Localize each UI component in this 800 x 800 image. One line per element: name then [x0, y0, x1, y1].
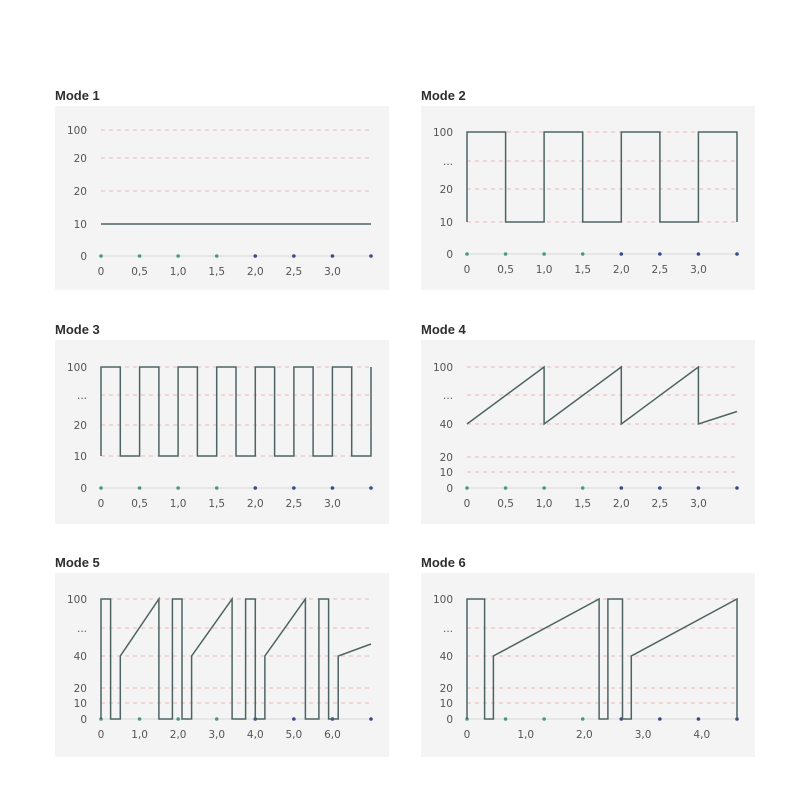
x-tick-label: 0: [463, 264, 471, 276]
x-tick-label: 0: [463, 729, 471, 741]
axis-dot: [697, 252, 701, 256]
x-tick-label: 1,0: [131, 729, 148, 741]
series-line: [101, 599, 371, 719]
x-tick-label: 0: [463, 498, 471, 510]
axis-dot: [176, 717, 180, 721]
axis-dot: [658, 717, 662, 721]
y-tick-label: 20: [439, 452, 453, 464]
axis-dot: [292, 717, 296, 721]
axis-dot: [331, 254, 335, 258]
axis-dot: [465, 252, 469, 256]
y-tick-label: 10: [439, 467, 453, 479]
y-tick-label: 10: [73, 698, 87, 710]
y-tick-label: 20: [439, 184, 453, 196]
axis-dot: [581, 252, 585, 256]
axis-dot: [504, 717, 508, 721]
chart-title: Mode 6: [421, 555, 466, 570]
x-tick-label: 4,0: [246, 729, 264, 741]
x-tick-label: 0: [97, 498, 105, 510]
x-tick-label: 2,0: [246, 498, 264, 510]
y-tick-label: 10: [73, 219, 87, 231]
x-tick-label: 1,0: [535, 498, 553, 510]
x-tick-label: 2,0: [576, 729, 593, 741]
axis-dot: [542, 717, 546, 721]
y-tick-label: 100: [432, 362, 453, 374]
x-tick-label: 3,0: [690, 264, 707, 276]
plot-area: [55, 340, 389, 524]
series-line: [467, 599, 737, 719]
x-tick-label: 0,5: [131, 498, 148, 510]
y-tick-label: 0: [446, 483, 453, 495]
x-tick-label: 3,0: [324, 498, 341, 510]
x-tick-label: 2,0: [612, 498, 630, 510]
axis-dot: [542, 486, 546, 490]
axis-dot: [658, 486, 662, 490]
y-tick-label: 20: [439, 683, 453, 695]
axis-dot: [138, 254, 142, 258]
y-tick-label: 100: [432, 594, 453, 606]
y-tick-label: ...: [442, 390, 453, 402]
plot-area: [55, 573, 389, 757]
x-tick-label: 1,5: [208, 498, 226, 510]
chart-title: Mode 3: [55, 322, 100, 337]
x-tick-label: 0: [97, 266, 105, 278]
y-tick-label: 10: [73, 451, 87, 463]
line-chart: [55, 573, 389, 757]
x-tick-label: 1,0: [169, 498, 187, 510]
line-chart: [55, 106, 389, 290]
line-chart: [421, 573, 755, 757]
axis-dot: [619, 486, 623, 490]
line-chart: [421, 340, 755, 524]
y-tick-label: 40: [73, 651, 87, 663]
x-tick-label: 3,0: [324, 266, 341, 278]
x-tick-label: 1,5: [574, 498, 592, 510]
y-tick-label: ...: [76, 390, 87, 402]
axis-dot: [253, 254, 257, 258]
axis-dot: [138, 486, 142, 490]
axis-dot: [176, 486, 180, 490]
y-tick-label: 0: [80, 714, 87, 726]
axis-dot: [176, 254, 180, 258]
axis-dot: [619, 252, 623, 256]
y-tick-label: 0: [80, 251, 87, 263]
series-line: [467, 132, 737, 222]
axis-dot: [504, 252, 508, 256]
x-tick-label: 2,0: [612, 264, 630, 276]
line-chart: [55, 340, 389, 524]
x-tick-label: 2,5: [651, 264, 669, 276]
axis-dot: [292, 254, 296, 258]
y-tick-label: 10: [439, 217, 453, 229]
line-chart: [421, 106, 755, 290]
y-tick-label: ...: [442, 156, 453, 168]
x-tick-label: 2,5: [285, 498, 303, 510]
axis-dot: [504, 486, 508, 490]
y-tick-label: 20: [73, 683, 87, 695]
y-tick-label: 10: [439, 698, 453, 710]
y-tick-label: 40: [439, 419, 453, 431]
y-tick-label: 20: [73, 153, 87, 165]
axis-dot: [465, 486, 469, 490]
axis-dot: [99, 486, 103, 490]
x-tick-label: 3,0: [690, 498, 707, 510]
axis-dot: [581, 486, 585, 490]
x-tick-label: 0,5: [497, 264, 514, 276]
x-tick-label: 1,0: [535, 264, 553, 276]
axis-dot: [581, 717, 585, 721]
axis-dot: [215, 254, 219, 258]
x-tick-label: 4,0: [693, 729, 711, 741]
axis-dot: [215, 717, 219, 721]
chart-title: Mode 5: [55, 555, 100, 570]
axis-dot: [369, 717, 373, 721]
axis-dot: [542, 252, 546, 256]
x-tick-label: 2,5: [651, 498, 669, 510]
axis-dot: [292, 486, 296, 490]
plot-area: [421, 106, 755, 290]
y-tick-label: 100: [66, 125, 87, 137]
axis-dot: [369, 486, 373, 490]
x-tick-label: 0: [97, 729, 105, 741]
x-tick-label: 0,5: [131, 266, 148, 278]
axis-dot: [253, 486, 257, 490]
y-tick-label: 100: [66, 362, 87, 374]
plot-area: [55, 106, 389, 290]
x-tick-label: 2,5: [285, 266, 303, 278]
y-tick-label: 40: [439, 651, 453, 663]
plot-area: [421, 573, 755, 757]
chart-title: Mode 4: [421, 322, 466, 337]
axis-dot: [99, 254, 103, 258]
y-tick-label: 100: [66, 594, 87, 606]
axis-dot: [697, 717, 701, 721]
axis-dot: [369, 254, 373, 258]
axis-dot: [215, 486, 219, 490]
y-tick-label: 0: [446, 249, 453, 261]
axis-dot: [697, 486, 701, 490]
x-tick-label: 5,0: [285, 729, 303, 741]
x-tick-label: 3,0: [208, 729, 226, 741]
axis-dot: [735, 486, 739, 490]
x-tick-label: 2,0: [246, 266, 264, 278]
y-tick-label: 100: [432, 127, 453, 139]
axis-dot: [735, 252, 739, 256]
y-tick-label: 20: [73, 186, 87, 198]
x-tick-label: 1,0: [517, 729, 535, 741]
plot-area: [421, 340, 755, 524]
axis-dot: [138, 717, 142, 721]
chart-title: Mode 1: [55, 88, 100, 103]
x-tick-label: 1,5: [208, 266, 226, 278]
y-tick-label: ...: [76, 623, 87, 635]
y-tick-label: 0: [446, 714, 453, 726]
axis-dot: [658, 252, 662, 256]
x-tick-label: 0,5: [497, 498, 514, 510]
series-line: [467, 367, 737, 424]
y-tick-label: 0: [80, 483, 87, 495]
x-tick-label: 3,0: [634, 729, 652, 741]
chart-title: Mode 2: [421, 88, 466, 103]
y-tick-label: 20: [73, 420, 87, 432]
x-tick-label: 1,5: [574, 264, 592, 276]
x-tick-label: 1,0: [169, 266, 187, 278]
x-tick-label: 2,0: [169, 729, 187, 741]
y-tick-label: ...: [442, 623, 453, 635]
series-line: [101, 367, 371, 456]
x-tick-label: 6,0: [324, 729, 341, 741]
axis-dot: [331, 486, 335, 490]
